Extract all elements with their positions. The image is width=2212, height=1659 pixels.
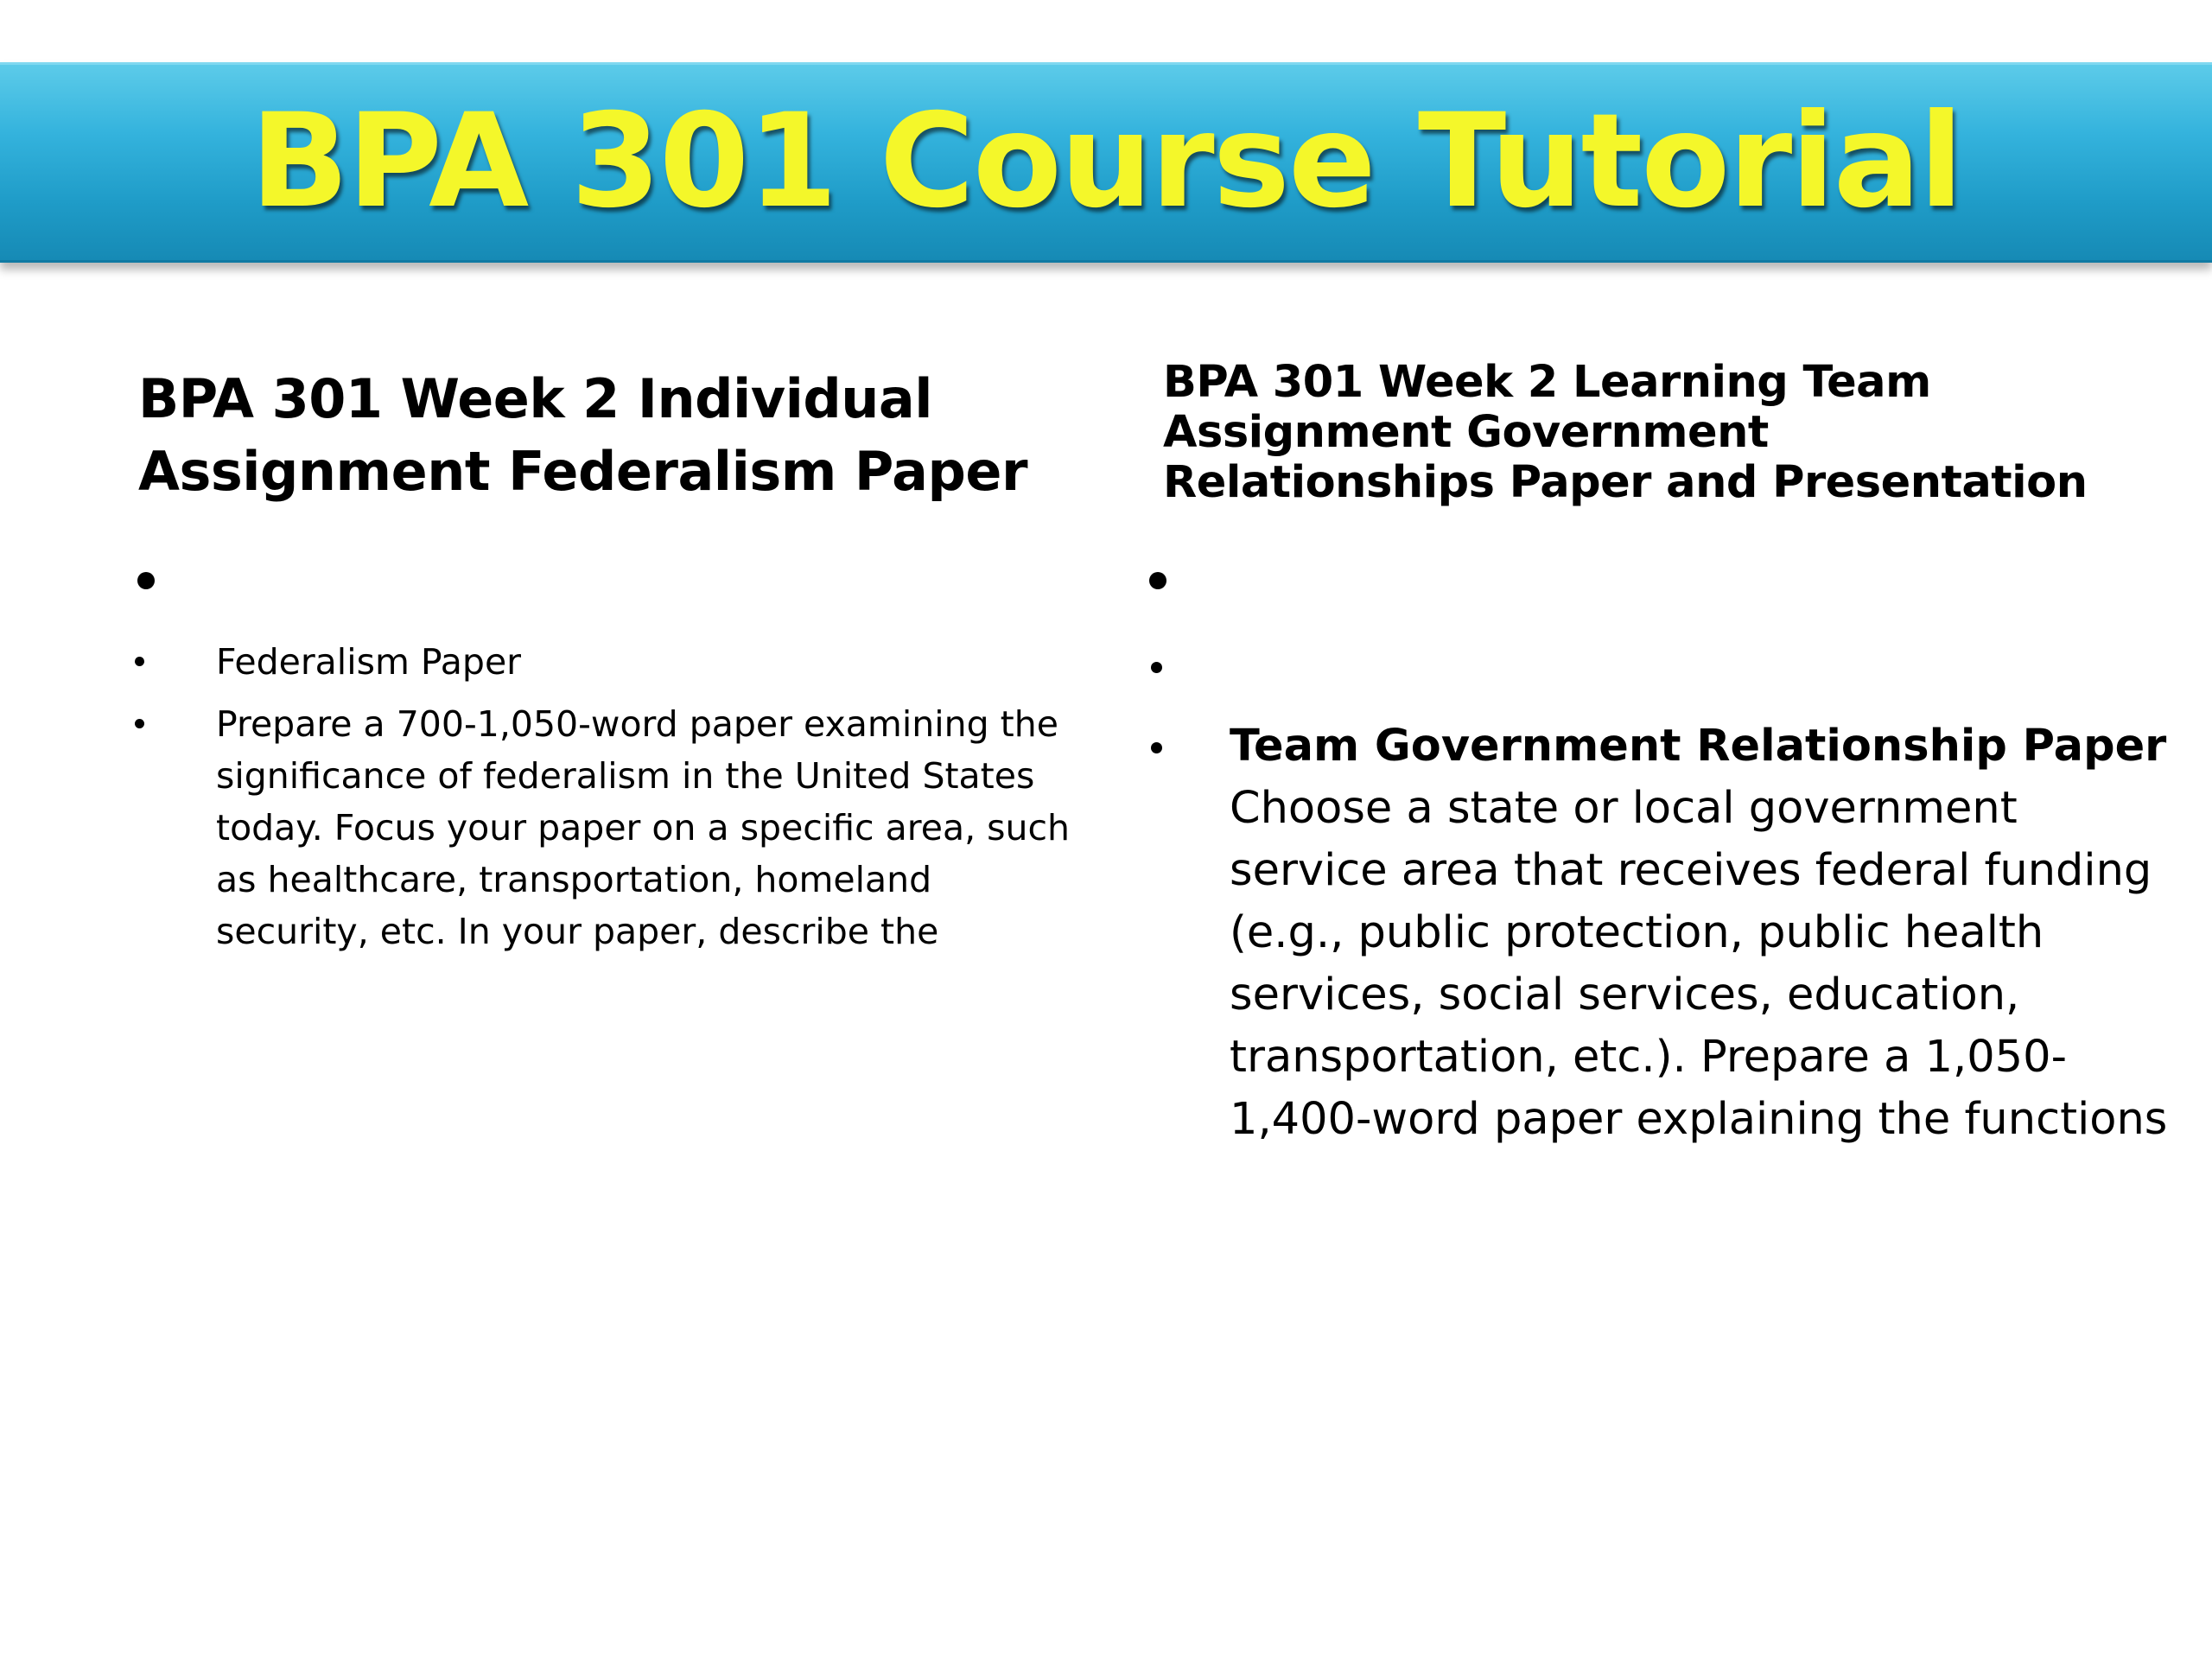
left-heading: BPA 301 Week 2 Individual Assignment Federalism Paper bbox=[138, 367, 1028, 503]
left-bullet-list bbox=[130, 636, 1071, 968]
list-item bbox=[130, 698, 1071, 957]
right-empty-sub-bullet bbox=[1151, 662, 1162, 673]
list-item bbox=[130, 636, 1071, 688]
right-item-body: Choose a state or local government service area that receives federal funding (e.g., public protection, public health services, social services, education, transportation, etc.). Prepare a 1,050-1,400-word paper explaining the functions bbox=[1230, 783, 2168, 1145]
right-item-lead: Team Government Relationship Paper bbox=[1230, 721, 2167, 772]
bullet-dot bbox=[135, 657, 144, 666]
list-item-text: Prepare a 700-1,050-word paper examining the significance of federalism in the United States today. Focus your paper on a specific area, such as healthcare, transportation, homeland security, etc. In your paper, describe the bbox=[216, 703, 1071, 952]
right-list-item bbox=[1230, 715, 2189, 1151]
right-empty-bullet bbox=[1149, 572, 1166, 589]
left-empty-bullet bbox=[137, 572, 155, 589]
bullet-dot bbox=[1151, 742, 1162, 753]
left-column bbox=[138, 363, 1054, 508]
slide-title: BPA 301 Course Tutorial bbox=[250, 86, 1962, 237]
title-banner bbox=[0, 62, 2212, 263]
right-column bbox=[1163, 358, 2113, 508]
right-heading: BPA 301 Week 2 Learning Team Assignment Government Relationships Paper and Presentation bbox=[1163, 357, 2088, 508]
list-item-text: Federalism Paper bbox=[216, 641, 522, 683]
bullet-dot bbox=[135, 719, 144, 728]
